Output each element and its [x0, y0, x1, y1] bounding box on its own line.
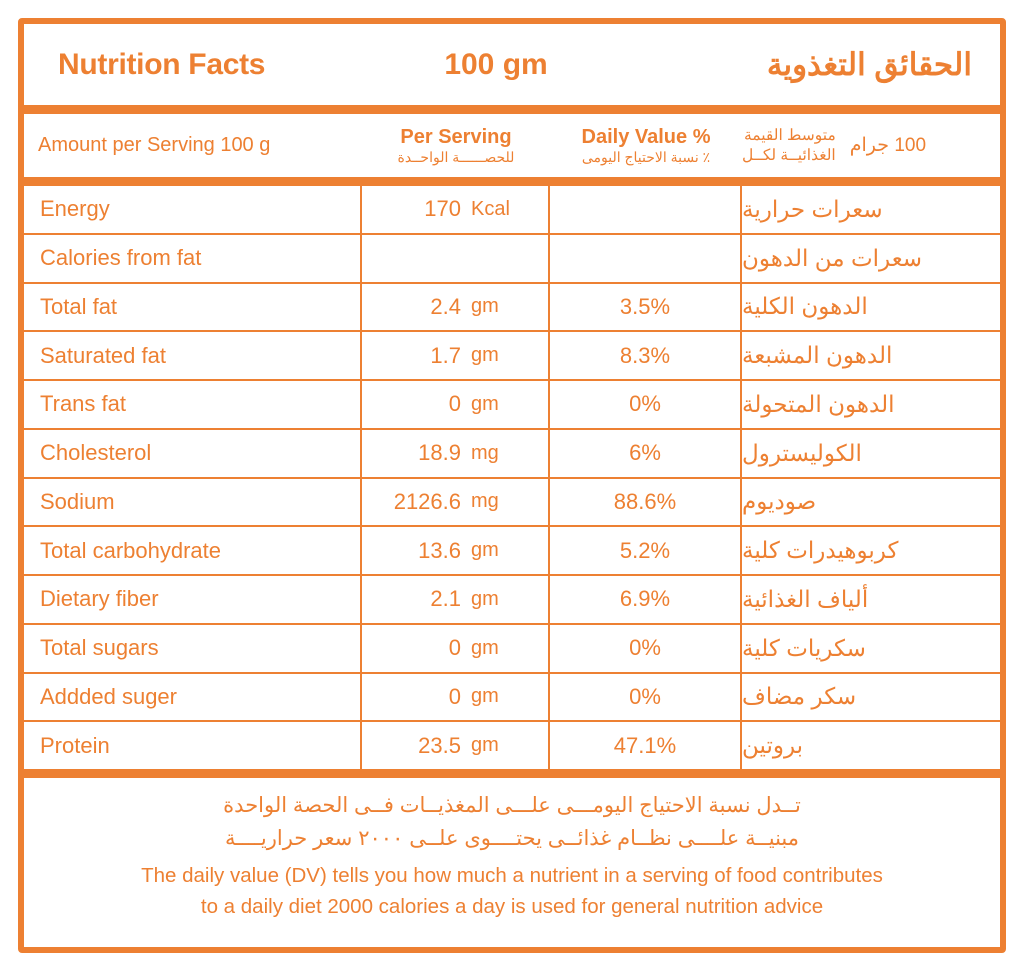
nutrition-facts-label [18, 18, 1006, 953]
table-row [24, 186, 1000, 235]
serving-size: 100 gm [444, 47, 548, 81]
nutrient-per-serving [362, 479, 550, 526]
column-header-daily-value-en: Daily Value % [581, 125, 711, 148]
nutrient-per-serving [362, 625, 550, 672]
nutrient-value: 170 [424, 196, 461, 222]
nutrient-unit: mg [471, 490, 499, 513]
nutrient-per-serving [362, 284, 550, 331]
nutrient-table [24, 186, 1000, 769]
nutrient-unit: Kcal [471, 197, 510, 220]
nutrient-name-arabic: الدهون المتحولة [742, 390, 895, 417]
nutrient-name-arabic: الدهون الكلية [742, 293, 868, 320]
footnote [24, 769, 1000, 947]
nutrient-value: 0 [448, 391, 461, 417]
nutrient-name: Sodium [24, 479, 362, 526]
nutrient-name-arabic: صوديوم [742, 488, 817, 515]
nutrient-name-arabic: الكوليسترول [742, 439, 862, 466]
nutrient-daily-value: 0% [550, 674, 742, 721]
nutrient-unit: gm [471, 734, 499, 757]
nutrient-name: Dietary fiber [24, 576, 362, 623]
nutrient-per-serving [362, 430, 550, 477]
nutrient-name: Calories from fat [24, 235, 362, 282]
nutrient-value: 18.9 [418, 440, 461, 466]
column-header-daily-value [550, 126, 742, 165]
nutrient-daily-value: 5.2% [550, 527, 742, 574]
nutrient-per-serving [362, 235, 550, 282]
nutrient-name-arabic: سعرات من الدهون [742, 244, 923, 271]
nutrient-unit: gm [471, 587, 499, 610]
label-header [24, 24, 1000, 114]
page-title-arabic: الحقائق التغذوية [766, 46, 972, 82]
nutrient-daily-value: 88.6% [550, 479, 742, 526]
nutrient-per-serving [362, 576, 550, 623]
nutrient-value: 2126.6 [393, 488, 461, 514]
nutrient-name-arabic: سكر مضاف [742, 683, 857, 710]
nutrient-unit: mg [471, 441, 499, 464]
nutrient-name: Cholesterol [24, 430, 362, 477]
nutrient-name: Total carbohydrate [24, 527, 362, 574]
nutrient-value: 23.5 [418, 732, 461, 758]
nutrient-name: Saturated fat [24, 332, 362, 379]
nutrient-name: Total sugars [24, 625, 362, 672]
nutrient-name-arabic: الدهون المشبعة [742, 342, 893, 369]
column-header-amount-ar-line1: متوسط القيمة [743, 127, 836, 145]
table-row [24, 722, 1000, 769]
footnote-english-line-1: The daily value (DV) tells you how much a nutrient in a serving of food contributes [141, 864, 883, 888]
footnote-english-line-2: to a daily diet 2000 calories a day is used for general nutrition advice [200, 894, 824, 918]
nutrient-daily-value: 6% [550, 430, 742, 477]
footnote-arabic-line-1: تــدل نسبة الاحتياج اليومـــى علـــى المغذيــات فــى الحصة الواحدة [223, 794, 801, 817]
nutrient-unit: gm [471, 636, 499, 659]
nutrient-value: 1.7 [430, 342, 461, 368]
table-row [24, 576, 1000, 625]
nutrient-name: Trans fat [24, 381, 362, 428]
nutrient-name-arabic: ألياف الغذائية [742, 585, 869, 612]
nutrient-name-arabic: كربوهيدرات كلية [742, 537, 899, 564]
nutrient-name: Protein [24, 722, 362, 769]
nutrient-per-serving [362, 674, 550, 721]
column-header-daily-value-ar: ٪ نسبة الاحتياج اليومى [581, 148, 711, 165]
nutrient-per-serving [362, 186, 550, 233]
nutrient-unit: gm [471, 539, 499, 562]
table-row [24, 235, 1000, 284]
column-header-amount-qty-ar: 100 جرام [849, 135, 927, 156]
nutrient-daily-value [550, 235, 742, 282]
nutrient-value: 2.4 [430, 293, 461, 319]
nutrient-per-serving [362, 527, 550, 574]
nutrient-value: 13.6 [418, 537, 461, 563]
nutrient-unit: gm [471, 344, 499, 367]
nutrient-daily-value: 47.1% [550, 722, 742, 769]
table-row [24, 332, 1000, 381]
nutrient-daily-value [550, 186, 742, 233]
nutrient-per-serving [362, 722, 550, 769]
nutrient-daily-value: 3.5% [550, 284, 742, 331]
table-row [24, 527, 1000, 576]
nutrient-daily-value: 0% [550, 381, 742, 428]
nutrient-unit: gm [471, 295, 499, 318]
column-header-per-serving-en: Per Serving [400, 125, 512, 148]
table-row [24, 479, 1000, 528]
table-row [24, 625, 1000, 674]
nutrient-value: 2.1 [430, 586, 461, 612]
nutrient-name: Addded suger [24, 674, 362, 721]
nutrient-name-arabic: سكريات كلية [742, 634, 866, 661]
nutrient-daily-value: 6.9% [550, 576, 742, 623]
column-header-amount: Amount per Serving 100 g [38, 134, 271, 156]
table-row [24, 430, 1000, 479]
nutrient-daily-value: 0% [550, 625, 742, 672]
table-row [24, 674, 1000, 723]
nutrient-unit: gm [471, 685, 499, 708]
nutrient-unit: gm [471, 392, 499, 415]
nutrient-daily-value: 8.3% [550, 332, 742, 379]
nutrient-name: Energy [24, 186, 362, 233]
table-row [24, 284, 1000, 333]
column-header-per-serving-ar: للحصــــــة الواحــدة [397, 148, 515, 165]
column-header-amount-arabic [742, 126, 1000, 165]
page-title: Nutrition Facts [58, 47, 266, 81]
column-header-per-serving [362, 126, 550, 165]
nutrient-value: 0 [448, 683, 461, 709]
column-header-amount-ar-line2: الغذائيــة لكــل [742, 146, 836, 164]
nutrient-name-arabic: بروتين [742, 732, 804, 759]
table-row [24, 381, 1000, 430]
nutrient-value: 0 [448, 635, 461, 661]
column-headers [24, 114, 1000, 186]
nutrient-name: Total fat [24, 284, 362, 331]
nutrient-name-arabic: سعرات حرارية [742, 195, 883, 222]
nutrient-per-serving [362, 332, 550, 379]
footnote-arabic-line-2: مبنيــة علــــى نظــام غذائــى يحتــــوى علــى ٢٠٠٠ سعر حراريــــة [225, 826, 799, 850]
nutrient-per-serving [362, 381, 550, 428]
